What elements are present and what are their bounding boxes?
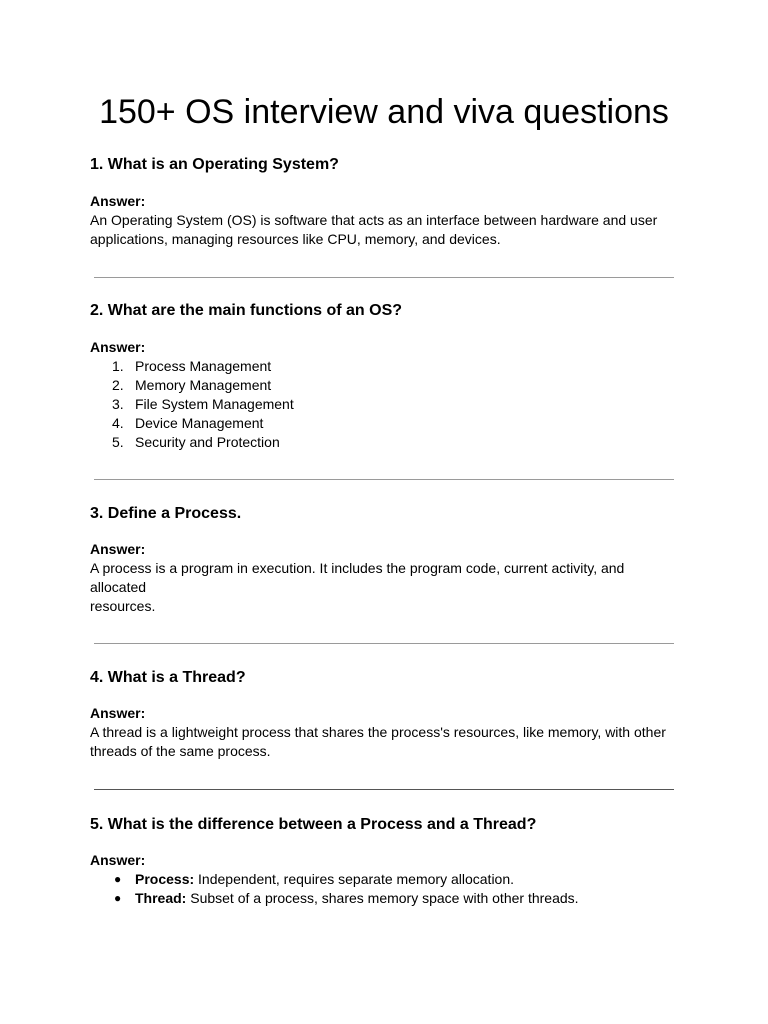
answer-text [90,723,678,761]
question-heading: 4. What is a Thread? [90,669,246,686]
page-title: 150+ OS interview and viva questions [99,93,669,131]
section-divider [94,479,674,480]
question-section-2 [90,301,678,452]
answer-line: threads of the same process. [90,743,271,759]
list-item-text: Device Management [135,415,264,431]
list-number: 2. [112,377,124,393]
bullet-term: Thread: [135,890,187,906]
question-section-3 [90,504,678,616]
bullet-text: Subset of a process, shares memory space with other threads. [186,890,579,906]
list-number: 3. [112,396,124,412]
answer-line: An Operating System (OS) is software that acts as an interface between hardware and user [90,212,658,228]
list-item-text: Process Management [135,358,272,374]
list-item [90,414,678,433]
answer-line: resources. [90,598,156,614]
bullet-term: Process: [135,871,195,887]
list-item [90,357,678,376]
answer-text [90,559,678,616]
question-section-1 [90,155,678,249]
section-divider [94,789,674,790]
question-section-5 [90,815,678,908]
question-heading: 1. What is an Operating System? [90,156,339,173]
answer-line: A thread is a lightweight process that shares the process's resources, like memory, with other [90,724,666,740]
answer-line: applications, managing resources like CPU, memory, and devices. [90,231,501,247]
list-item [90,433,678,452]
question-section-4 [90,668,678,761]
answer-label: Answer: [90,705,146,721]
list-number: 4. [112,415,124,431]
question-heading: 5. What is the difference between a Process and a Thread? [90,816,537,833]
list-item-text: File System Management [135,396,294,412]
answer-label: Answer: [90,852,146,868]
question-heading: 2. What are the main functions of an OS? [90,302,403,319]
answer-label: Answer: [90,193,146,209]
bullet-text: Independent, requires separate memory allocation. [194,871,515,887]
section-divider [94,643,674,644]
section-divider [94,277,674,278]
list-item [90,889,678,908]
list-item [90,870,678,889]
question-heading: 3. Define a Process. [90,505,242,522]
list-number: 1. [112,358,124,374]
comparison-list [90,870,678,908]
answer-text [90,211,678,249]
answer-line: A process is a program in execution. It includes the program code, current activity, and allocated [90,560,625,595]
functions-list [90,357,678,452]
list-item-text: Memory Management [135,377,272,393]
answer-label: Answer: [90,541,146,557]
bullet-icon: ● [114,872,122,886]
bullet-icon: ● [114,891,122,905]
list-item [90,376,678,395]
list-item [90,395,678,414]
list-number: 5. [112,434,124,450]
answer-label: Answer: [90,339,146,355]
list-item-text: Security and Protection [135,434,280,450]
